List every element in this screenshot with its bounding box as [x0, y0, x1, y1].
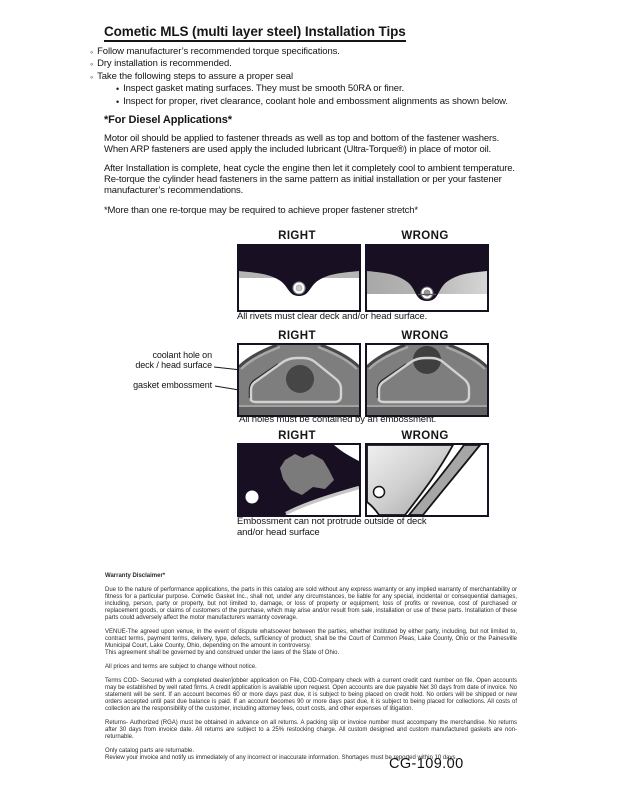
wrong-label: WRONG — [401, 330, 449, 342]
caption-line: Embossment can not protrude outside of deck — [237, 516, 427, 527]
diesel-paragraph-1: Motor oil should be applied to fastener threads as well as top and bottom of the fastener washers. When ARP fasteners are used apply the included lubricant (Ultra-Torque®) in place of motor oil. — [104, 133, 500, 156]
legal-paragraph-venue: VENUE-The agreed upon venue, in the event of dispute whatsoever between the parties, whether instituted by either party, including, but not limited to, contract terms, payment terms, delivery, type, defects, sufficiency of product, shall be the Court of Common Pleas, Lake County, Ohio or the Painesville Municipal Court, Lake County, Ohio, depending on the amount in controversy. — [105, 629, 517, 649]
retorque-note: *More than one re-torque may be required to achieve proper fastener stretch* — [104, 205, 418, 216]
diagram-embossment-right — [237, 443, 361, 517]
embossment-protruding-illustration — [367, 445, 487, 515]
coolant-caption: All holes must be contained by an embossment. — [239, 414, 437, 425]
legal-paragraph-warranty: Due to the nature of performance applications, the parts in this catalog are sold without any express warranty or any implied warranty of merchantability or fitness for a particular purpose. Cometic Gasket Inc., shall not, under any circumstances, be liable for any special, incidental or consequential damages, including, person, party or property, but not limited to, damage, or loss of property or equipment, loss of profits or revenue, cost of purchased or replacement goods, or claims of customers of the purchase, which may arise and/or result from sale, installation or use of these parts. Installation of these parts could adversely affect the motor manufacturers warranty coverage. — [105, 587, 517, 621]
right-label: RIGHT — [278, 230, 316, 242]
page-code: CG-109.00 — [389, 756, 464, 772]
rivet-caption: All rivets must clear deck and/or head surface. — [237, 311, 428, 322]
diagram-embossment-wrong — [365, 443, 489, 517]
list-item — [116, 96, 520, 108]
embossment-caption — [237, 517, 427, 538]
bullet-text: ◦ Dry installation is recommended. — [97, 58, 232, 70]
legal-paragraph-prices: All prices and terms are subject to change without notice. — [105, 664, 257, 670]
diesel-paragraph-2: After Installation is complete, heat cycle the engine then let it completely cool to ambient temperature. Re-torque the cylinder head fasteners in the same pattern as initial installation or per your fastener manufacturer’s recommendations. — [104, 163, 515, 197]
hole-not-contained-illustration — [367, 345, 487, 415]
right-label: RIGHT — [278, 430, 316, 442]
list-item — [90, 71, 520, 83]
legal-paragraph-catalog: Only catalog parts are returnable. — [105, 748, 195, 754]
wrong-label: WRONG — [401, 230, 449, 242]
caption-line: and/or head surface — [237, 526, 320, 538]
bullet-text: ◦ Follow manufacturer’s recommended torque specifications. — [97, 46, 340, 57]
legal-paragraph-law: This agreement shall be governed by and construed under the laws of the State of Ohio. — [105, 650, 340, 656]
list-item — [116, 83, 520, 95]
diesel-section-heading: *For Diesel Applications* — [104, 114, 232, 126]
embossment-inside-illustration — [239, 445, 359, 515]
gasket-embossment-annotation: gasket embossment — [133, 380, 212, 390]
list-item — [90, 46, 520, 58]
diagram-rivet-wrong — [365, 244, 489, 312]
bullet-text: • Inspect for proper, rivet clearance, coolant hole and embossment alignments as shown below. — [123, 95, 508, 107]
legal-paragraph-terms: Terms COD- Secured with a completed dealer/jobber application on File, COD-Company check with a current credit card number on file. Open accounts may be established by well rated firms. A credit application is available upon request. Open accounts are due payable Net 30 days from date of invoice. No statement will be sent. If an account becomes 60 or more days past due, it is subject to being placed on credit hold. No orders will be shipped or new orders accepted until past due balance is paid. If an account becomes 90 or more days past due, it is subject to being placed for collections. All costs of collection are the responsibility of the customer, including attorney fees, court costs, and other expenses of litigation. — [105, 678, 517, 712]
annotation-line: deck / head surface — [135, 360, 212, 370]
diagram-rivet-right — [237, 244, 361, 312]
wrong-label: WRONG — [401, 430, 449, 442]
legal-fine-print — [105, 573, 517, 769]
page-title: Cometic MLS (multi layer steel) Installation Tips — [104, 24, 406, 42]
list-item — [90, 58, 520, 70]
rivet-clear-illustration — [239, 246, 359, 310]
bullet-text: ◦ Take the following steps to assure a proper seal — [97, 70, 293, 82]
warranty-disclaimer-heading: Warranty Disclaimer* — [105, 573, 166, 579]
annotation-line: coolant hole on — [152, 350, 212, 360]
bullet-text: • Inspect gasket mating surfaces. They must be smooth 50RA or finer. — [123, 83, 405, 95]
right-label: RIGHT — [278, 330, 316, 342]
diagram-coolant-right — [237, 343, 361, 417]
diagram-coolant-wrong — [365, 343, 489, 417]
legal-paragraph-review: Review your invoice and notify us immediately of any incorrect or inaccurate information. Shortages must be reported within 10 days. — [105, 755, 458, 761]
legal-paragraph-returns: Returns- Authorized (RGA) must be obtained in advance on all returns. A packing slip or invoice number must accompany the merchandise. No returns after 30 days from invoice date. All returns are subject to a 25% restocking charge. All custom designed and custom manufactured gaskets are non-returnable. — [105, 720, 517, 740]
hole-contained-illustration — [239, 345, 359, 415]
rivet-interference-illustration — [367, 246, 487, 310]
installation-tips-list — [90, 46, 520, 108]
